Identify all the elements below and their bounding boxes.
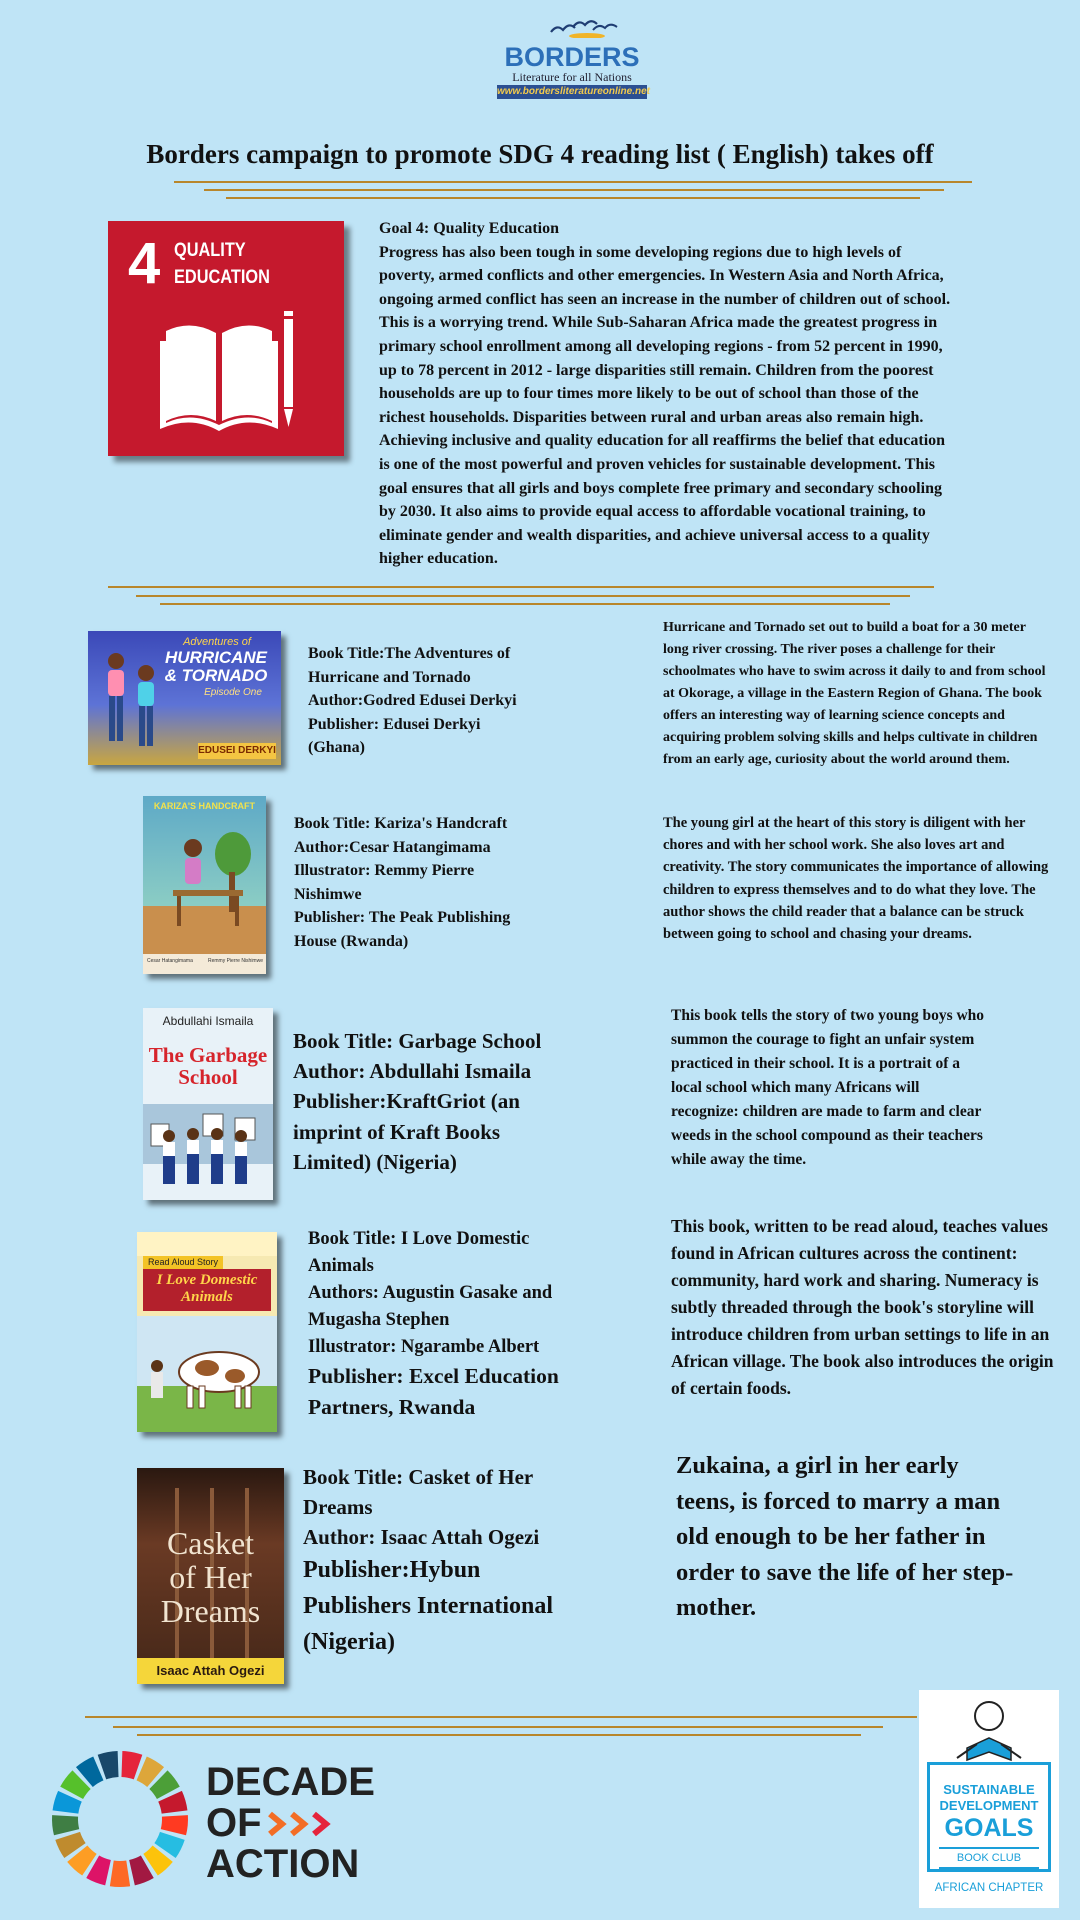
book-title: Book Title: Casket of Her Dreams: [303, 1465, 533, 1519]
divider: [136, 595, 910, 597]
sdg-wheel-segment: [110, 1861, 130, 1887]
book-description: Zukaina, a girl in her early teens, is forced to marry a man old enough to be her father in order to save the life of her step-mother.: [676, 1452, 1014, 1621]
book-author: Author:Cesar Hatangimama: [294, 838, 491, 856]
book-title: Book Title: Garbage School: [293, 1029, 542, 1053]
book-authors: Authors: Augustin Gasake and Mugasha Stephen: [308, 1283, 553, 1330]
cover-title: HURRICANE: [165, 648, 267, 667]
children-illustration-icon: [98, 651, 168, 761]
club-chapter: AFRICAN CHAPTER: [934, 1882, 1044, 1894]
book-meta: [308, 642, 538, 760]
book-pencil-icon: [156, 311, 296, 436]
cover-title: of Her: [169, 1559, 252, 1595]
book-author: Author:Godred Edusei Derkyi: [308, 692, 517, 710]
brand-url[interactable]: www.bordersliteratureonline.net: [497, 86, 650, 97]
divider: [160, 603, 890, 605]
borders-logo: [497, 18, 650, 100]
divider: [204, 189, 944, 191]
book-meta: [303, 1462, 593, 1660]
cover-author: EDUSEI DERKYI: [198, 743, 276, 759]
book-meta: [293, 1026, 583, 1177]
book-publisher: Publisher: The Peak Publishing House (Rwanda): [294, 909, 511, 950]
cover-title: Animals: [181, 1289, 233, 1305]
sdg-book-club-logo: [919, 1690, 1059, 1908]
book-publisher: Publisher:Hybun Publishers International (Nigeria): [303, 1557, 554, 1655]
cover-title: Casket: [166, 1525, 255, 1561]
decade-word: DECADE: [206, 1760, 375, 1804]
decade-of-action-logo: [206, 1762, 375, 1885]
book-meta: [294, 812, 514, 954]
sdg4-label-line: QUALITY: [174, 240, 246, 261]
goal-title: Goal 4: Quality Education: [379, 220, 560, 237]
cover-title: & TORNADO: [164, 666, 268, 685]
reading-figure-icon: [937, 1698, 1041, 1768]
sdg-wheel-segment: [52, 1815, 79, 1835]
cover-title: I Love Domestic: [156, 1272, 258, 1288]
book-author: Author: Isaac Attah Ogezi: [303, 1525, 540, 1549]
book-description: Hurricane and Tornado set out to build a boat for a 30 meter long river crossing. The river poses a challenge for their schoolmates who have to swim across it daily to and from school at Okorage, a village in the Eastern Region of Ghana. The book offers an interesting way of learning science concepts and acquiring problem solving skills and helps cultivate in children from an early age, curiosity about the world around them.: [663, 620, 1046, 767]
cover-title: KARIZA'S HANDCRAFT: [153, 801, 256, 811]
book-publisher: Publisher: Excel Education Partners, Rwanda: [308, 1364, 559, 1419]
divider: [226, 197, 920, 199]
sdg4-label-line: EDUCATION: [174, 267, 270, 288]
cover-title: The Garbage: [148, 1043, 268, 1067]
cover-badge: Read Aloud Story: [143, 1256, 223, 1269]
divider: [137, 1734, 861, 1736]
cover-title: Dreams: [160, 1593, 261, 1629]
book-cover: [137, 1468, 284, 1684]
sdg4-label: [174, 237, 312, 291]
book-description: This book, written to be read aloud, teaches values found in African cultures across the continent: community, hard work and sharing. Numeracy is subtly threaded through the book's storyline will introduce children from urban settings to life in an African village. The book also introduces the origin of certain foods.: [671, 1216, 1054, 1398]
book-illustrator: Illustrator: Ngarambe Albert: [308, 1337, 540, 1357]
club-line: BOOK CLUB: [939, 1847, 1039, 1869]
sdg-wheel-segment: [161, 1815, 188, 1835]
book-cover: [137, 1232, 277, 1432]
sdg4-tile: [108, 221, 344, 456]
cow-illustration-icon: [137, 1316, 277, 1432]
divider: [85, 1716, 917, 1718]
girl-at-table-icon: [163, 832, 253, 932]
book-description: This book tells the story of two young boys who summon the courage to fight an unfair system practiced in their school. It is a portrait of a local school which many Africans will recognize: children are made to farm and clear weeds in the school compound as their teachers while away the time.: [671, 1007, 985, 1168]
cover-subtitle: Episode One: [204, 687, 262, 698]
schoolchildren-protest-icon: [143, 1094, 273, 1200]
book-title: Book Title: Kariza's Handcraft: [294, 815, 508, 832]
book-cover: [88, 631, 281, 765]
brand-name: BORDERS: [504, 42, 640, 72]
book-meta: [308, 1226, 578, 1423]
birds-icon: [549, 18, 619, 38]
sdg-wheel-icon: [50, 1749, 190, 1889]
cover-title: School: [178, 1065, 238, 1089]
book-title: Book Title: I Love Domestic Animals: [308, 1229, 530, 1276]
book-description: The young girl at the heart of this story is diligent with her chores and with her school work. She also loves art and creativity. The story communicates the importance of allowing children to express themselves and to do what they love. The author shows the child reader that a balance can be struck between going to school and chasing your dreams.: [663, 815, 1049, 943]
decade-word: ACTION: [206, 1842, 360, 1886]
cover-credit: Remmy Pierre Nishimwe: [207, 958, 263, 964]
book-title: Book Title:The Adventures of Hurricane and Tornado: [308, 645, 511, 686]
cover-author: Isaac Attah Ogezi: [137, 1658, 284, 1684]
book-publisher: Publisher:KraftGriot (an imprint of Kraft Books Limited) (Nigeria): [293, 1089, 520, 1174]
chevrons-icon: [268, 1810, 334, 1838]
club-goals: GOALS: [944, 1814, 1034, 1842]
book-author: Author: Abdullahi Ismaila: [293, 1059, 532, 1084]
divider: [174, 181, 972, 183]
divider: [113, 1726, 883, 1728]
goal-body: Progress has also been tough in some developing regions due to high levels of poverty, armed conflicts and other emergencies. In Western Asia and North Africa, ongoing armed conflict has seen an increase in the number of children out of school. This is a worrying trend. While Sub-Saharan Africa made the greatest progress in primary school enrollment among all developing regions - from 52 percent in 1990, up to 78 percent in 2012 - large disparities still remain. Children from the poorest households are up to four times more likely to be out of school than those of the richest households. Disparities between rural and urban areas also remain high. Achieving inclusive and quality education for all reaffirms the belief that education is one of the most powerful and proven vehicles for sustainable development. This goal ensures that all girls and boys complete free primary and secondary schooling by 2030. It also aims to provide equal access to affordable vocational training, to eliminate gender and wealth disparities, and achieve universal access to a quality higher education.: [379, 243, 951, 568]
club-line: DEVELOPMENT: [939, 1798, 1039, 1813]
sdg4-number: 4: [128, 231, 161, 296]
book-publisher: Publisher: Edusei Derkyi (Ghana): [308, 715, 481, 757]
cover-author: Abdullahi Ismaila: [162, 1014, 254, 1028]
goal-text: [379, 217, 959, 571]
page-title: Borders campaign to promote SDG 4 reading list ( English) takes off: [146, 139, 934, 169]
book-cover: [143, 1008, 273, 1200]
decade-word: OF: [206, 1801, 262, 1845]
cover-title: Adventures of: [183, 636, 251, 648]
book-cover: [143, 796, 266, 974]
club-line: SUSTAINABLE: [943, 1782, 1035, 1797]
divider: [108, 586, 934, 588]
cover-credit: Cesar Hatangimama: [147, 958, 193, 964]
decade-line: [206, 1803, 375, 1844]
brand-tagline: Literature for all Nations: [512, 70, 632, 84]
book-illustrator: Illustrator: Remmy Pierre Nishimwe: [294, 862, 475, 903]
